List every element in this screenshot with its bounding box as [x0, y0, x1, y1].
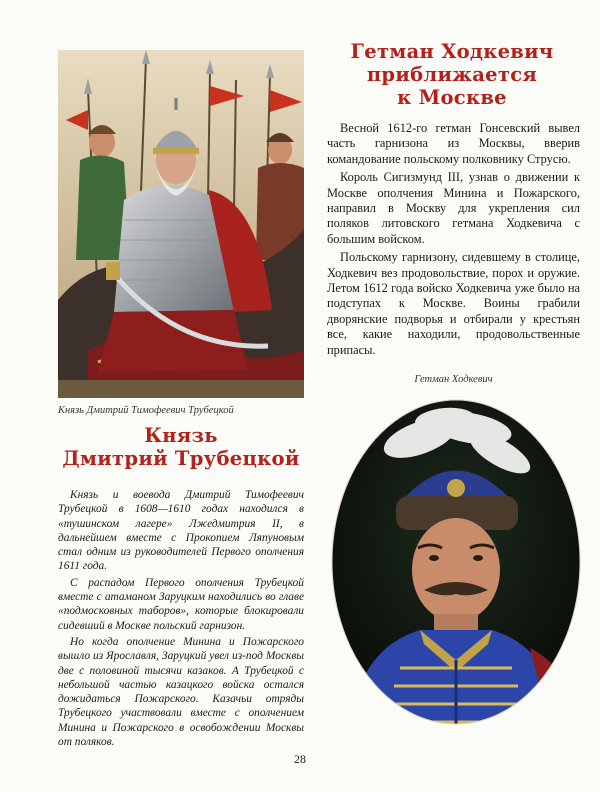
- paragraph: Король Сигизмунд III, узнав о движении к Москве ополчения Минина и Пожарского, направил в Москву для укрепления сил поляков литовского гетмана Ходкевича с большим войском.: [327, 170, 580, 246]
- portrait-caption: Гетман Ходкевич: [414, 374, 493, 385]
- right-article-body: [327, 121, 580, 358]
- paragraph: Весной 1612-го гетман Гонсевский вывел часть гарнизона из Москвы, вверив командование польскому полковнику Струсю.: [327, 121, 580, 166]
- title-line: к Москве: [397, 86, 507, 109]
- trubetskoy-illustration: [58, 50, 304, 398]
- paragraph: Князь и воевода Дмитрий Тимофеевич Трубецкой в 1608—1610 годах находился в «тушинском лагере» Лжедмитрия II, в дальнейшем вместе с Прокопием Ляпуновым стал одним из руководителей Первого ополчения 1611 года.: [58, 489, 304, 573]
- paragraph: Польскому гарнизону, сидевшему в столице, Ходкевич вез продовольствие, порох и оружие. Летом 1612 года войско Ходкевича уже было на подступах к Москве. Воины грабили дворянские подворья и отбирали у крестьян все, какие находили, продовольственные припасы.: [327, 250, 580, 357]
- title-line: Князь: [144, 424, 218, 447]
- title-line: Гетман Ходкевич: [350, 40, 554, 63]
- title-line: приближается: [366, 63, 538, 86]
- title-line: Дмитрий Трубецкой: [62, 447, 300, 470]
- paragraph: С распадом Первого ополчения Трубецкой вместе с атаманом Заруцким находились во главе «подмосковных таборов», которые блокировали сидевший в Москве польский гарнизон.: [58, 576, 304, 632]
- khodkevich-portrait: [330, 398, 582, 726]
- paragraph: Но когда ополчение Минина и Пожарского вышло из Ярославля, Заруцкий увел из-под Москвы две с половиной тысячи казаков. А Трубецкой с небольшой частью казацкого войска остался дожидаться Пожарского. Казачьи отряды Трубецкого участвовали вместе с ополчением Минина и Пожарского в освобождении Москвы от поляков.: [58, 635, 304, 749]
- illustration-caption: Князь Дмитрий Тимофеевич Трубецкой: [58, 405, 234, 416]
- left-article-body: [58, 488, 304, 749]
- right-article-title: [322, 40, 582, 109]
- page-number: 28: [294, 752, 306, 766]
- left-article-title: [58, 424, 304, 470]
